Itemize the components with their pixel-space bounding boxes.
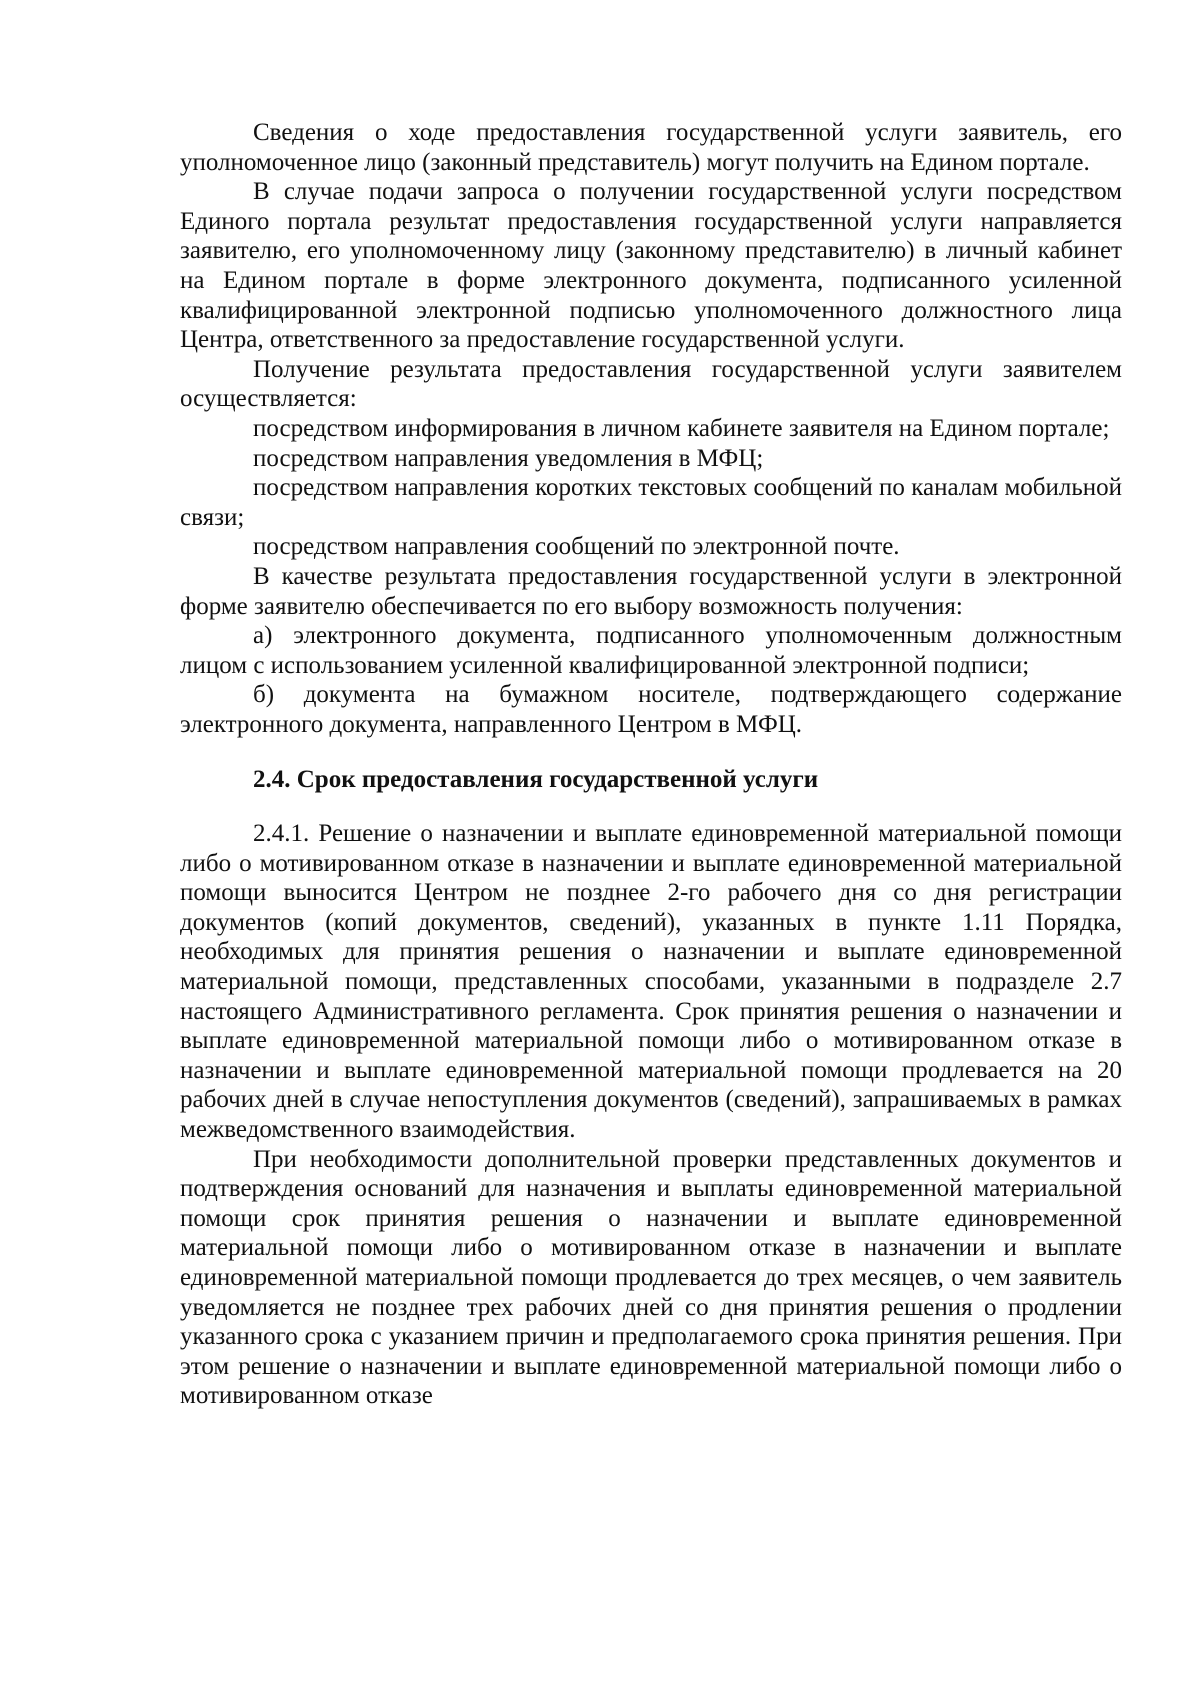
paragraph: В качестве результата предоставления государственной услуги в электронной форме заявителю обеспечивается по его выбору возможность получения:: [180, 562, 1122, 620]
paragraph: а) электронного документа, подписанного уполномоченным должностным лицом с использованием усиленной квалифицированной электронной подписи;: [180, 622, 1122, 679]
paragraph: посредством информирования в личном кабинете заявителя на Едином портале;: [253, 414, 1110, 442]
paragraph: Получение результата предоставления государственной услуги заявителем осуществляется:: [180, 355, 1122, 413]
paragraph: посредством направления коротких текстовых сообщений по каналам мобильной связи;: [180, 474, 1122, 531]
paragraph: б) документа на бумажном носителе, подтверждающего содержание электронного документа, направленного Центром в МФЦ.: [180, 681, 1122, 738]
section-heading: 2.4. Срок предоставления государственной услуги: [253, 766, 819, 794]
paragraph: В случае подачи запроса о получении государственной услуги посредством Единого портала результат предоставления государственной услуги направляется заявителю, его уполномоченному лицу (законному представителю) в личный кабинет на Едином портале в форме электронного документа, подписанного усиленной квалифицированной электронной подписью уполномоченного должностного лица Центра, ответственного за предоставление государственной услуги.: [180, 178, 1122, 354]
paragraph: 2.4.1. Решение о назначении и выплате единовременной материальной помощи либо о мотивированном отказе в назначении и выплате единовременной материальной помощи выносится Центром не позднее 2-го рабочего дня со дня регистрации документов (копий документов, сведений), указанных в пункте 1.11 Порядка, необходимых для принятия решения о назначении и выплате единовременной материальной помощи, представленных способами, указанными в подразделе 2.7 настоящего Административного регламента. Срок принятия решения о назначении и выплате единовременной материальной помощи либо о мотивированном отказе в назначении и выплате единовременной материальной помощи продлевается на 20 рабочих дней в случае непоступления документов (сведений), запрашиваемых в рамках межведомственного взаимодействия.: [180, 820, 1122, 1143]
paragraph: Сведения о ходе предоставления государственной услуги заявитель, его уполномоченное лицо (законный представитель) могут получить на Едином портале.: [180, 119, 1122, 176]
paragraph: посредством направления уведомления в МФЦ;: [253, 444, 764, 472]
paragraph: посредством направления сообщений по электронной почте.: [253, 533, 900, 561]
paragraph: При необходимости дополнительной проверки представленных документов и подтверждения оснований для назначения и выплаты единовременной материальной помощи срок принятия решения о назначении и выплате единовременной материальной помощи либо о мотивированном отказе в назначении и выплате единовременной материальной помощи продлевается до трех месяцев, о чем заявитель уведомляется не позднее трех рабочих дней со дня принятия решения о продлении указанного срока с указанием причин и предполагаемого срока принятия решения. При этом решение о назначении и выплате единовременной материальной помощи либо о мотивированном отказе: [180, 1145, 1122, 1410]
document-page: [180, 118, 1122, 1411]
